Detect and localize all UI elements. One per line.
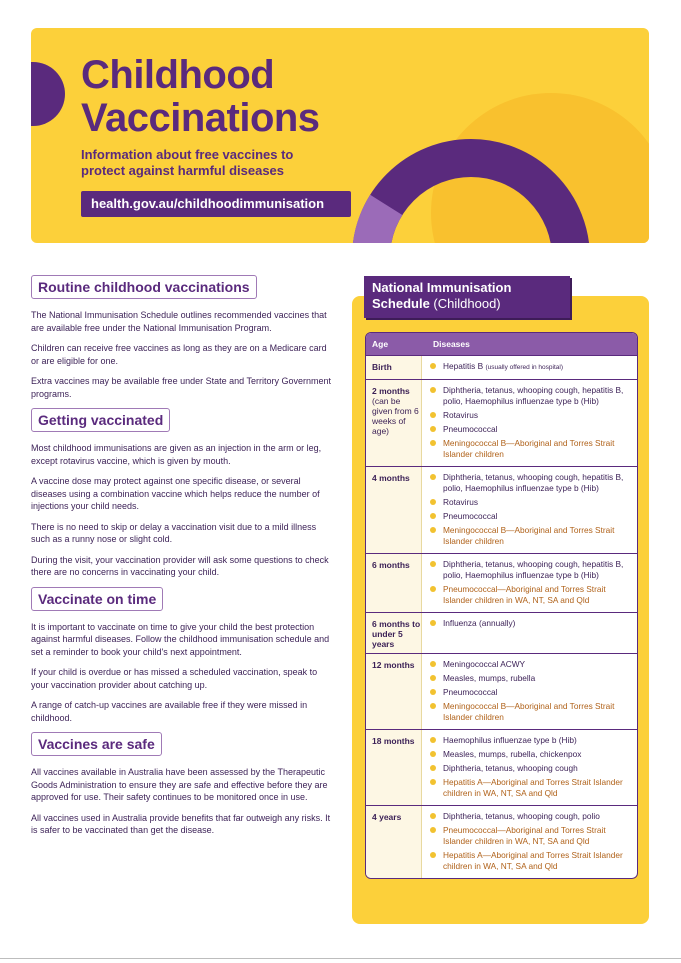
disease-item	[430, 749, 631, 760]
subtitle-line-2: protect against harmful diseases	[81, 163, 285, 178]
disease-note: (usually offered in hospital)	[485, 364, 563, 371]
disease-item	[430, 659, 631, 670]
bullet-dot-icon	[430, 586, 436, 592]
disease-item	[430, 701, 631, 723]
diseases-cell	[422, 806, 637, 878]
bullet-dot-icon	[430, 620, 436, 626]
section-paragraph: Children can receive free vaccines as long as they are on a Medicare card or are eligible for one.	[31, 343, 327, 366]
table-row	[366, 466, 637, 553]
title-line-2: Vaccinations	[81, 96, 320, 140]
disease-item	[430, 497, 631, 508]
disease-item	[430, 850, 631, 872]
disease-text: Hepatitis A—Aboriginal and Torres Strait Islander children in WA, NT, SA and Qld	[443, 850, 623, 871]
website-link[interactable]: health.gov.au/childhoodimmunisation	[81, 191, 351, 217]
section-paragraph: A range of catch-up vaccines are available free if they were missed in childhood.	[31, 700, 308, 723]
age-cell	[366, 467, 422, 553]
disease-item	[430, 825, 631, 847]
section-2	[31, 587, 331, 725]
disease-text: Pneumococcal	[443, 424, 498, 434]
diseases-cell	[422, 356, 637, 379]
age-label: Birth	[372, 362, 392, 372]
diseases-cell	[422, 380, 637, 466]
section-paragraph: A vaccine dose may protect against one specific disease, or several diseases using a combination vaccine which helps reduce the number of injections your child needs.	[31, 476, 320, 511]
disease-item	[430, 811, 631, 822]
schedule-title-line-2: Schedule	[372, 296, 430, 311]
disease-item	[430, 511, 631, 522]
disease-text: Influenza (annually)	[443, 618, 516, 628]
section-heading: Routine childhood vaccinations	[31, 275, 257, 299]
age-cell	[366, 356, 422, 379]
subtitle-line-1: Information about free vaccines to	[81, 147, 294, 162]
disease-item	[430, 735, 631, 746]
bullet-dot-icon	[430, 751, 436, 757]
disease-text: Pneumococcal	[443, 687, 498, 697]
disease-item	[430, 361, 631, 373]
diseases-cell	[422, 467, 637, 553]
bullet-dot-icon	[430, 675, 436, 681]
column-header-diseases: Diseases	[433, 339, 470, 349]
section-paragraph: The National Immunisation Schedule outlines recommended vaccines that are available free under the National Immunisation Program.	[31, 310, 327, 333]
diseases-cell	[422, 613, 637, 653]
title-line-1: Childhood	[81, 53, 275, 97]
disease-text: Hepatitis B	[443, 361, 484, 371]
section-0	[31, 275, 331, 400]
bullet-dot-icon	[430, 499, 436, 505]
section-paragraph: If your child is overdue or has missed a scheduled vaccination, speak to your vaccination provider about catching up.	[31, 667, 318, 690]
disease-item	[430, 687, 631, 698]
section-3	[31, 732, 331, 837]
diseases-cell	[422, 654, 637, 729]
hero-banner	[31, 28, 649, 243]
schedule-table	[365, 332, 638, 879]
age-label: 18 months	[372, 736, 415, 746]
page-subtitle	[81, 147, 341, 179]
column-header-age: Age	[372, 339, 389, 349]
bullet-dot-icon	[430, 661, 436, 667]
schedule-title	[364, 276, 570, 318]
disease-text: Measles, mumps, rubella	[443, 673, 536, 683]
disease-text: Measles, mumps, rubella, chickenpox	[443, 749, 582, 759]
schedule-title-line-1: National Immunisation	[372, 280, 512, 295]
disease-item	[430, 438, 631, 460]
disease-text: Diphtheria, tetanus, whooping cough, polio	[443, 811, 600, 821]
disease-item	[430, 525, 631, 547]
section-heading: Vaccinate on time	[31, 587, 163, 611]
disease-item	[430, 472, 631, 494]
age-label: 6 months to under 5 years	[372, 619, 421, 649]
disease-text: Haemophilus influenzae type b (Hib)	[443, 735, 577, 745]
bullet-dot-icon	[430, 779, 436, 785]
bullet-dot-icon	[430, 363, 436, 369]
bullet-dot-icon	[430, 527, 436, 533]
info-column	[31, 275, 331, 845]
section-paragraph: There is no need to skip or delay a vaccination visit due to a mild illness such as a runny nose or slight cold.	[31, 521, 317, 544]
diseases-cell	[422, 554, 637, 612]
schedule-table-body	[366, 355, 637, 878]
disease-item	[430, 618, 631, 629]
disease-text: Rotavirus	[443, 410, 479, 420]
table-row	[366, 612, 637, 653]
table-row	[366, 653, 637, 729]
bullet-dot-icon	[430, 827, 436, 833]
disease-text: Rotavirus	[443, 497, 479, 507]
section-1	[31, 408, 331, 579]
bullet-dot-icon	[430, 703, 436, 709]
bullet-dot-icon	[430, 561, 436, 567]
bullet-dot-icon	[430, 737, 436, 743]
bullet-dot-icon	[430, 689, 436, 695]
bullet-dot-icon	[430, 513, 436, 519]
table-row	[366, 379, 637, 466]
section-paragraph: Extra vaccines may be available free under State and Territory Government programs.	[31, 376, 331, 399]
table-row	[366, 553, 637, 612]
age-cell	[366, 806, 422, 878]
age-cell	[366, 654, 422, 729]
age-label: 6 months	[372, 560, 410, 570]
age-cell	[366, 730, 422, 805]
disease-text: Meningococcal B—Aboriginal and Torres Strait Islander children	[443, 701, 615, 722]
disease-text: Meningococcal B—Aboriginal and Torres Strait Islander children	[443, 438, 615, 459]
section-paragraph: All vaccines available in Australia have been assessed by the Therapeutic Goods Administration to ensure they are safe and effective before they are approved for use. Their safety continues to be monitored once in use.	[31, 767, 328, 802]
section-paragraph: During the visit, your vaccination provider will ask some questions to check there are no concerns in vaccinating your child.	[31, 554, 329, 577]
age-label: 2 months	[372, 386, 410, 396]
disease-item	[430, 763, 631, 774]
bullet-dot-icon	[430, 852, 436, 858]
table-row	[366, 355, 637, 379]
section-paragraph: It is important to vaccinate on time to give your child the best protection against harmful diseases. Follow the childhood immunisation schedule and set a reminder to book your child's next appointment.	[31, 621, 330, 657]
disease-item	[430, 673, 631, 684]
age-label: 12 months	[372, 660, 415, 670]
footer-divider	[0, 958, 681, 959]
bullet-dot-icon	[430, 440, 436, 446]
disease-text: Meningococcal B—Aboriginal and Torres Strait Islander children	[443, 525, 615, 546]
bullet-dot-icon	[430, 412, 436, 418]
disease-text: Diphtheria, tetanus, whooping cough, hepatitis B, polio, Haemophilus influenzae type b (Hib)	[443, 472, 624, 493]
disease-text: Pneumococcal—Aboriginal and Torres Strait Islander children in WA, NT, SA and Qld	[443, 825, 606, 846]
disease-text: Meningococcal ACWY	[443, 659, 526, 669]
disease-item	[430, 584, 631, 606]
bullet-dot-icon	[430, 426, 436, 432]
table-row	[366, 729, 637, 805]
disease-item	[430, 424, 631, 435]
age-cell	[366, 554, 422, 612]
bullet-dot-icon	[430, 813, 436, 819]
page-title	[81, 54, 320, 140]
disease-text: Diphtheria, tetanus, whooping cough, hepatitis B, polio, Haemophilus influenzae type b (Hib)	[443, 385, 624, 406]
section-heading: Getting vaccinated	[31, 408, 170, 432]
disease-item	[430, 410, 631, 421]
age-cell	[366, 380, 422, 466]
schedule-title-light: (Childhood)	[433, 296, 501, 311]
disease-text: Pneumococcal—Aboriginal and Torres Strait Islander children in WA, NT, SA and Qld	[443, 584, 606, 605]
disease-text: Diphtheria, tetanus, whooping cough	[443, 763, 578, 773]
disease-text: Diphtheria, tetanus, whooping cough, hepatitis B, polio, Haemophilus influenzae type b (Hib)	[443, 559, 624, 580]
bullet-dot-icon	[430, 387, 436, 393]
age-label: 4 years	[372, 812, 402, 822]
disease-item	[430, 559, 631, 581]
diseases-cell	[422, 730, 637, 805]
disease-text: Hepatitis A—Aboriginal and Torres Strait Islander children in WA, NT, SA and Qld	[443, 777, 623, 798]
age-cell	[366, 613, 422, 653]
schedule-table-header	[366, 333, 637, 355]
age-label: 4 months	[372, 473, 410, 483]
bullet-dot-icon	[430, 765, 436, 771]
disease-text: Pneumococcal	[443, 511, 498, 521]
section-paragraph: All vaccines used in Australia provide benefits that far outweigh any risks. It is safer to be vaccinated than get the disease.	[31, 812, 331, 835]
age-note: (can be given from 6 weeks of age)	[372, 396, 419, 436]
section-paragraph: Most childhood immunisations are given as an injection in the arm or leg, except rotavirus vaccine, which is given by mouth.	[31, 443, 322, 466]
bullet-dot-icon	[430, 474, 436, 480]
disease-item	[430, 777, 631, 799]
disease-item	[430, 385, 631, 407]
section-heading: Vaccines are safe	[31, 732, 162, 756]
table-row	[366, 805, 637, 878]
